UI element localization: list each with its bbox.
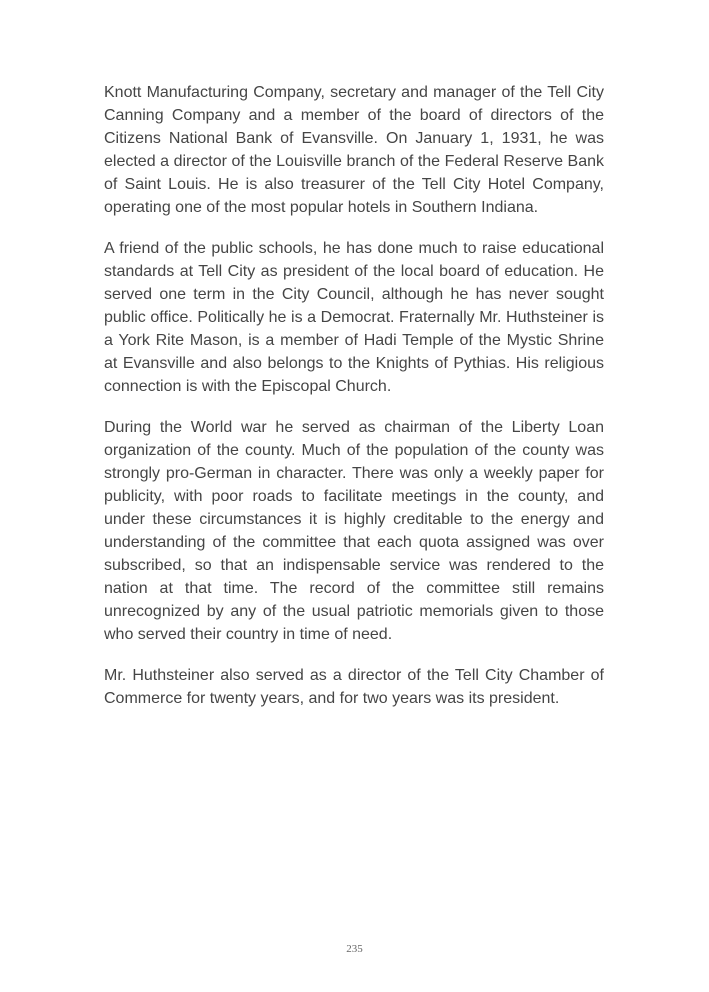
page-number: 235 <box>346 943 363 955</box>
paragraph: Mr. Huthsteiner also served as a director of the Tell City Chamber of Commerce for twenty years, and for two years was its president. <box>104 667 604 707</box>
page-body <box>104 81 604 728</box>
paragraph: Knott Manufacturing Company, secretary and manager of the Tell City Canning Company and a member of the board of directors of the Citizens National Bank of Evansville. On January 1, 1931, he was elected a director of the Louisville branch of the Federal Reserve Bank of Saint Louis. He is also treasurer of the Tell City Hotel Company, operating one of the most popular hotels in Southern Indiana. <box>104 84 604 216</box>
paragraph: During the World war he served as chairman of the Liberty Loan organization of the county. Much of the population of the county was strongly pro-German in character. There was only a weekly paper for publicity, with poor roads to facilitate meetings in the county, and under these circumstances it is highly creditable to the energy and understanding of the committee that each quota assigned was over subscribed, so that an indispensable service was rendered to the nation at that time. The record of the committee still remains unrecognized by any of the usual patriotic memorials given to those who served their country in time of need. <box>104 419 604 643</box>
paragraph: A friend of the public schools, he has done much to raise educational standards at Tell City as president of the local board of education. He served one term in the City Council, although he has never sought public office. Politically he is a Democrat. Fraternally Mr. Huthsteiner is a York Rite Mason, is a member of Hadi Temple of the Mystic Shrine at Evansville and also belongs to the Knights of Pythias. His religious connection is with the Episcopal Church. <box>104 240 604 395</box>
